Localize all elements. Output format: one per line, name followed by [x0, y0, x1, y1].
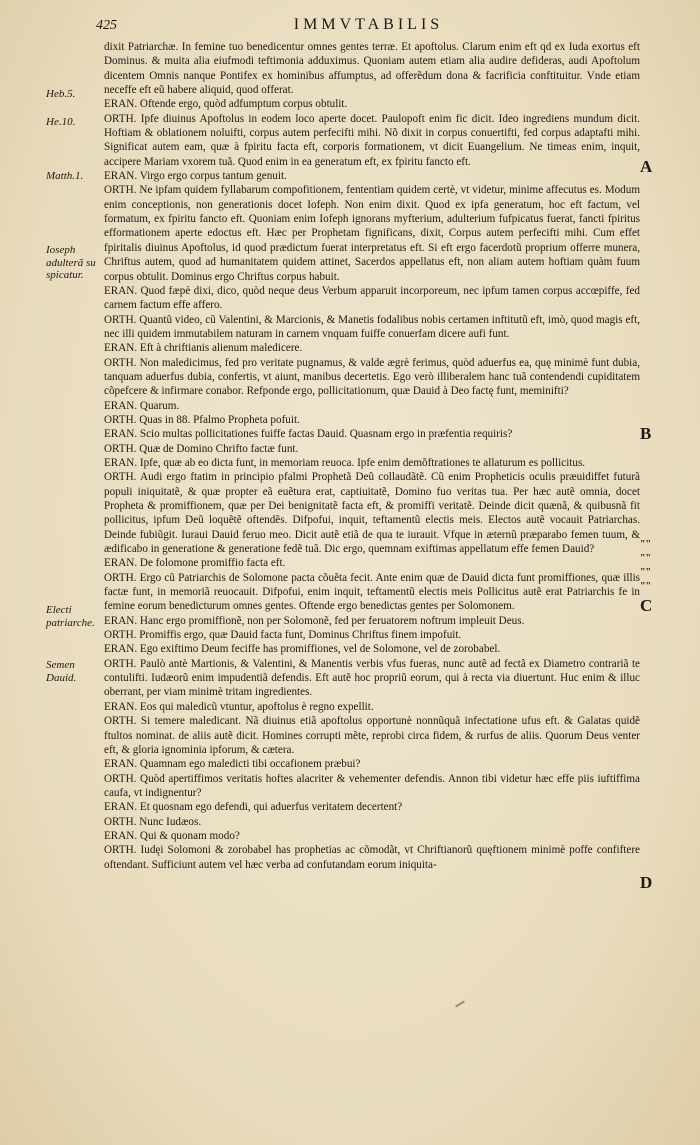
dialogue-paragraph: ERAN. Qui & quonam modo? [104, 829, 240, 842]
margin-note: Ioseph adulterã su spicatur. [46, 244, 96, 281]
dialogue-paragraph: ORTH. Nunc Iudæos. [104, 815, 202, 828]
dialogue-paragraph: ORTH. Quantũ video, cũ Valentini, & Marcionis, & Manetis fodalibus nobis certamen inftitutũ eft, imò, quod magis eft, nec illi quidem immutabilem naturam in carnem vnquam fuiffe conuerfam dicere aufi funt. [104, 313, 640, 340]
paper-mark [455, 1001, 465, 1008]
dialogue-paragraph: ERAN. Ego exiftimo Deum feciffe has promiffiones, vel de Solomone, vel de zorobabel. [104, 643, 501, 656]
dialogue-text [104, 40, 640, 872]
quote-mark: "" [640, 539, 652, 550]
section-letter: D [640, 873, 653, 892]
running-title: IMMVTABILIS [293, 16, 444, 33]
dialogue-paragraph: ERAN. De folomone promiffio facta eft. [104, 557, 286, 570]
dialogue-paragraph: ORTH. Paulò antè Martionis, & Valentini, & Manentis verbis vfus fueras, nunc autẽ ad fectã ex Diametro contrariã te contulifti. Iudæorũ enim impudentiã defendis. Eft autẽ hoc propriũ eorum, qui à recta via diuertunt. Huc enim & illuc oberrant, per viam minimè tritam ingredientes. [104, 657, 640, 699]
dialogue-paragraph: ERAN. Eos qui maledicũ vtuntur, apoftolus è regno expellit. [104, 700, 374, 713]
margin-note: Electi patriarche. [46, 604, 95, 629]
margin-note: Semen Dauid. [46, 659, 77, 684]
page-number: 425 [96, 18, 117, 33]
section-letter: C [640, 596, 653, 615]
dialogue-paragraph: ORTH. Quas in 88. Pfalmo Propheta pofuit. [104, 413, 300, 426]
margin-note: Matth.1. [46, 170, 84, 182]
dialogue-paragraph: ERAN. Quamnam ego maledicti tibi occafionem præbui? [104, 758, 361, 771]
margin-note: Heb.5. [46, 88, 76, 100]
dialogue-paragraph: ERAN. Hanc ergo promiffionẽ, non per Solomonẽ, fed per feruatorem noftrum impleuit Deus. [104, 614, 525, 627]
dialogue-paragraph: dixit Patriarchæ. In femine tuo benedicentur omnes gentes terræ. Et apoftolus. Clarum enim eft qd ex Iuda exortus eft Dominus. & muita alia eiufmodi teftimonia adduximus. Quoniam autem etiam alia audire defideras, audi Apoftolum dicentem Omnis nanque Pontifex ex hominibus affumptus, ad offerẽdum dona & facrificia conftituitur. Vnde etiam neceffe eft eũ habere aliquid, quod offerat. [104, 41, 640, 97]
dialogue-paragraph: ORTH. Non maledicimus, fed pro veritate pugnamus, & valde ægrè ferimus, quòd aduerfus ea, quę minimè funt dubia, tanquam aduerfus dubia, confertis, vt aiunt, manibus decertetis. Ego verò illiberalem hanc tuã contendendi cupiditatem cõpefcere & infirmare conabor. Refponde ergo, pollicitationum, quæ Dauid à Deo factę funt, meminifti? [104, 356, 640, 398]
quote-mark: "" [640, 567, 652, 578]
dialogue-paragraph: ERAN. Scio multas pollicitationes fuiffe factas Dauid. Quasnam ergo in præfentia requiris? [104, 428, 513, 441]
dialogue-paragraph: ERAN. Eft à chriftianis alienum maledicere. [104, 342, 303, 355]
dialogue-paragraph: ERAN. Quod fæpè dixi, dico, quòd neque deus Verbum apparuit incorporeum, nec ipfum tamen corpus accœpiffe, fed carnem factum effe affero. [104, 284, 640, 312]
section-letter: B [640, 424, 652, 443]
dialogue-paragraph: ERAN. Ipfe, quæ ab eo dicta funt, in memoriam reuoca. Ipfe enim demõftrationes te allaturum es pollicitus. [104, 456, 586, 469]
dialogue-paragraph: ORTH. Promiffis ergo, quæ Dauid facta funt, Dominus Chriftus finem impofuit. [104, 629, 462, 642]
dialogue-paragraph: ERAN. Et quosnam ego defendi, qui aduerfus veritatem decertent? [104, 801, 403, 814]
page-header [96, 16, 641, 38]
dialogue-paragraph: ORTH. Si temere maledicant. Nã diuinus etiã apoftolus opportunè nonnũquã infectatione ufus eft. & Galatas quidẽ ftultos nominat. de aliis autẽ dicit. Homines corrupti mẽte, reprobi circa fidem, & rurfus de aliis. Quorum Deus venter eft, & gloria ignominia ipforum, & cætera. [104, 715, 640, 756]
dialogue-paragraph: ERAN. Oftende ergo, quòd adfumptum corpus obtulit. [104, 98, 348, 111]
dialogue-paragraph: ORTH. Ipfe diuinus Apoftolus in eodem loco aperte docet. Paulopoft enim fic dicit. Ideo ingrediens mundum dicit. Hoftiam & oblationem noluifti, corpus autem perfecifti mihi. Nõ dixit in corpus conuertifti, fed corpus adaptafti mihi. Significat autem eam, quæ à fpiritu facta eft, corporis formationem, vt dicit Euangelium. Ne timeas enim, inquit, accipere Mariam vxorem tuã. Quod enim in ea generatum eft, ex fpiritu fancto eft. [104, 112, 640, 168]
quote-mark: "" [640, 553, 652, 564]
dialogue-paragraph: ERAN. Virgo ergo corpus tantum genuit. [104, 170, 287, 183]
quote-mark: "" [640, 581, 652, 592]
dialogue-paragraph: ORTH. Quæ de Domino Chrifto factæ funt. [104, 442, 299, 455]
dialogue-paragraph: ORTH. Quòd apertiffimos veritatis hoftes alacriter & vehementer defendis. Annon tibi videtur hæc effe piis iuftiffima caufa, vt indignentur? [104, 772, 640, 799]
dialogue-paragraph: ERAN. Quarum. [104, 399, 180, 412]
dialogue-paragraph: ORTH. Ergo cũ Patriarchis de Solomone pacta cõuẽta fecit. Ante enim quæ de Dauid dicta funt promiffiones, quæ illis factæ funt, in memoriã reuocauit. Difpofui, enim inquit, teftamentũ electis meis Pollicitus autẽ erat Patriarchis fe in femine eorum benedicturum omnes gentes. Oftende ergo benedictas gentes per Solomonem. [104, 571, 640, 613]
dialogue-paragraph: ORTH. Audi ergo ftatim in principio pfalmi Prophetã Deũ collaudãtẽ. Cũ enim Propheticis oculis præuidiffet futurã populi iniquitatẽ, & quæ propter eã euẽtura erat, captiuitatẽ, Domino fuo veritas tua. Per hæc autẽ omnia, docet Propheta & promiffionem, quæ per Dei benignitatẽ facta eft, & promiffi veritatẽ. Deinde dicit quænã, & quibusnã fit pollicitus, ipfum Deũ loquẽtẽ oftendẽs. Difpofui, inquit, teftamentũ electis meis. Electos autẽ vocauit Patriarchas. Deinde fubiũgit. Iuraui Dauid feruo meo. Dicit autẽ etiã de qua te iurauit. Vfque in æternũ præparabo femen tuum, & ædificabo in generatione & generatione fedẽ tuã. Dic ergo, quemnam exiftimas appellatum effe femen Dauid? [104, 471, 640, 556]
margin-note: He.10. [46, 116, 76, 128]
dialogue-paragraph: ORTH. Ne ipfam quidem fyllabarum compofitionem, fententiam quidem certè, vt videtur, minime affecutus es. Modum enim conceptionis, non generationis docet Iofeph. Non enim dixit. Quod ex ipfa generatum, hoc eft factum, vel formatum, ex fpiritu fancto eft. Quoniam enim Iofeph ignorans myfterium, adulterium fufpicatus fuerat, fancti fpiritus efformationem aperte edoctus eft. Hæc per Prophetam fignificans, dixit, Corpus autem perfecifti mihi. Cum effet fpiritalis diuinus Apoftolus, id quod prædictum fuerat interpretatus eft. Si eft ergo facerdotũ proprium offerre munera, Chriftus autem, quod ad humanitatem quidem attinet, Sacerdos appellatus eft, non aliam autem hoftiam quàm fuum corpus obtulit. Dominus ergo Chriftus corpus habuit. [104, 184, 640, 283]
section-letter: A [640, 157, 653, 176]
dialogue-paragraph: ORTH. Iudęi Solomoni & zorobabel has prophetias ac cõmodãt, vt Chriftianorũ quęftionem minimè poffe confiftere oftendant. Sufficiunt autem vel hæc verba ad confutandam eorum iniquita- [104, 844, 640, 871]
